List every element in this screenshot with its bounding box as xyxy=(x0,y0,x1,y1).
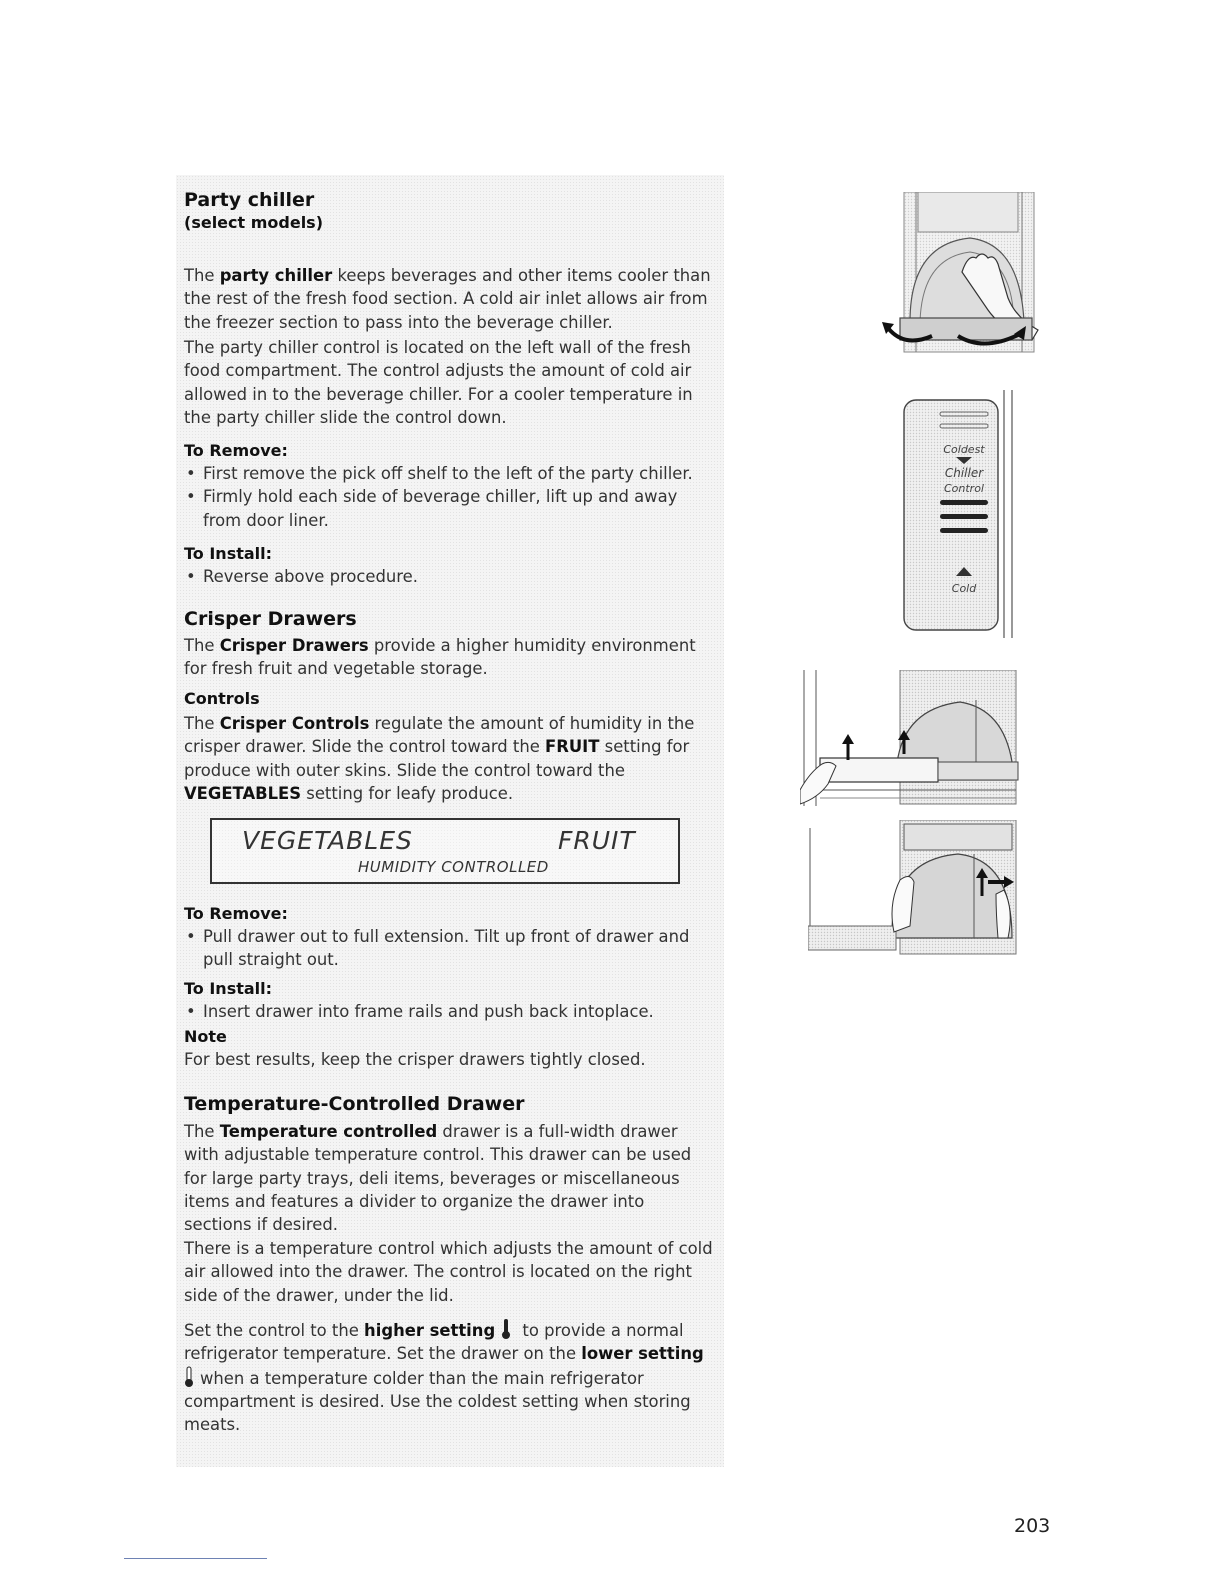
party-chiller-title: Party chiller xyxy=(184,189,315,211)
thermometer-low-icon xyxy=(184,1366,194,1388)
party-chiller-remove xyxy=(184,440,714,532)
party-chiller-remove-heading: To Remove: xyxy=(184,441,288,460)
page-number: 203 xyxy=(1014,1515,1051,1537)
list-item: • Insert drawer into frame rails and push back intoplace. xyxy=(184,1000,714,1023)
temp-drawer-settings-paragraph: Set the control to the higher setting to provide a normal refrigerator temperature. Set the drawer on the lower setting when a temperature colder than the main refrigerator compartment is desired. Use the coldest setting when storing meats. xyxy=(184,1318,714,1436)
footer-rule xyxy=(124,1558,267,1559)
crisper-remove-heading: To Remove: xyxy=(184,904,288,923)
humidity-control-label xyxy=(210,818,680,884)
party-chiller-install-heading: To Install: xyxy=(184,544,273,563)
crisper-lift-illustration xyxy=(808,820,1020,956)
crisper-controls-heading: Controls xyxy=(184,689,260,708)
party-chiller-removal-illustration xyxy=(874,192,1046,360)
chiller-control-illustration xyxy=(900,390,1018,640)
crisper-removal-illustration xyxy=(800,670,1020,808)
crisper-install-heading: To Install: xyxy=(184,979,273,998)
humidity-controlled-label: HUMIDITY CONTROLLED xyxy=(358,858,549,876)
temp-drawer-control-paragraph: There is a temperature control which adjusts the amount of cold air allowed into the drawer. The control is located on the right side of the drawer, under the lid. xyxy=(184,1239,713,1305)
crisper-title: Crisper Drawers xyxy=(184,608,357,630)
party-chiller-intro: The party chiller keeps beverages and other items cooler than the rest of the fresh food section. A cold air inlet allows air from the freezer section to pass into the beverage chiller. xyxy=(184,266,711,332)
crisper-install xyxy=(184,978,714,1023)
temp-drawer-intro: The Temperature controlled drawer is a full-width drawer with adjustable temperature control. This drawer can be used for large party trays, deli items, beverages or miscellaneous items and features a divider to organize the drawer into sections if desired. xyxy=(184,1122,692,1235)
note-heading: Note xyxy=(184,1027,227,1046)
list-item: • First remove the pick off shelf to the left of the party chiller. xyxy=(184,462,714,485)
party-chiller-control-paragraph: The party chiller control is located on the left wall of the fresh food compartment. The control adjusts the amount of cold air allowed in to the beverage chiller. For a cooler temperature in the party chiller slide the control down. xyxy=(184,338,693,427)
temp-drawer-title: Temperature-Controlled Drawer xyxy=(184,1093,525,1115)
chiller-label: Chiller xyxy=(944,466,984,480)
fruit-setting-label: FRUIT xyxy=(558,826,636,855)
crisper-intro: The Crisper Drawers provide a higher humidity environment for fresh fruit and vegetable storage. xyxy=(184,636,696,679)
list-item: • Firmly hold each side of beverage chiller, lift up and away from door liner. xyxy=(184,485,714,532)
note-text: For best results, keep the crisper drawers tightly closed. xyxy=(184,1050,646,1069)
crisper-remove xyxy=(184,903,714,972)
control-label: Control xyxy=(943,482,985,495)
party-chiller-section xyxy=(184,188,714,234)
crisper-controls-paragraph: The Crisper Controls regulate the amount of humidity in the crisper drawer. Slide the control toward the FRUIT setting for produce with outer skins. Slide the control toward the VEGETABLES setting for leafy produce. xyxy=(184,714,695,803)
party-chiller-install xyxy=(184,543,714,588)
coldest-label: Coldest xyxy=(943,443,985,456)
thermometer-full-icon xyxy=(501,1318,511,1340)
list-item: • Pull drawer out to full extension. Tilt up front of drawer and pull straight out. xyxy=(184,925,714,972)
crisper-note xyxy=(184,1026,714,1071)
party-chiller-subtitle: (select models) xyxy=(184,213,324,232)
vegetables-setting-label: VEGETABLES xyxy=(242,826,413,855)
cold-label: Cold xyxy=(951,582,977,595)
list-item: • Reverse above procedure. xyxy=(184,565,714,588)
